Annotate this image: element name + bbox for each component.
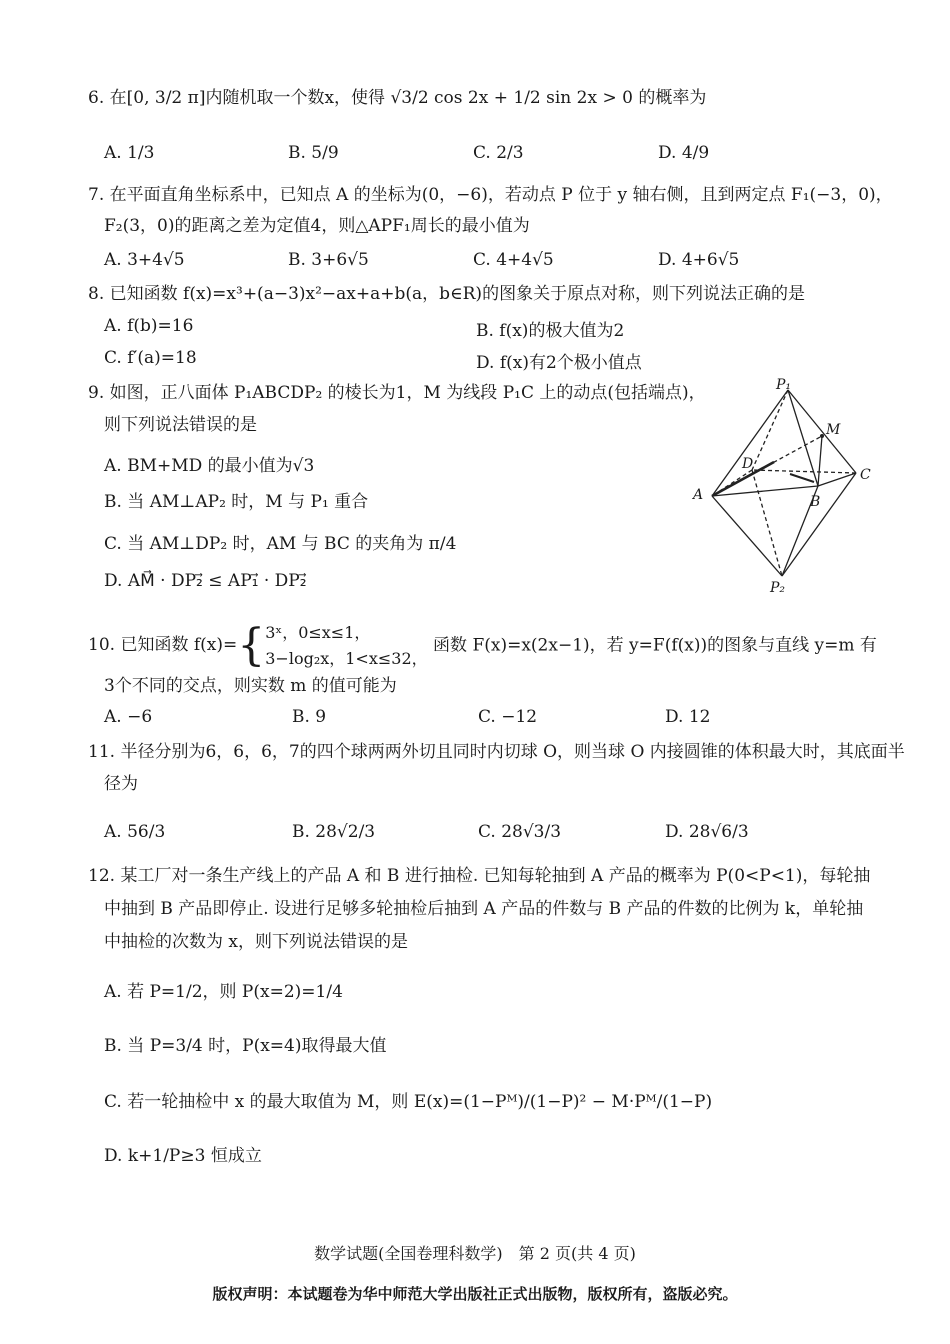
q12-stem-line2: 中抽到 B 产品即停止. 设进行足够多轮抽检后抽到 A 产品的件数与 B 产品的件数的比例为 k，单轮抽: [104, 899, 864, 919]
q11-option-d: D. 28√6/3: [665, 822, 749, 842]
q9-option-b: B. 当 AM⊥AP₂ 时，M 与 P₁ 重合: [104, 492, 369, 512]
label-a: A: [693, 487, 704, 503]
q10-option-d: D. 12: [665, 707, 711, 727]
q8-stem: 8. 已知函数 f(x)=x³+(a−3)x²−ax+a+b(a，b∈R)的图象关于原点对称，则下列说法正确的是: [88, 284, 806, 304]
edge-c-d: [752, 470, 856, 473]
bold-stroke-2: [790, 474, 814, 482]
q9-option-c: C. 当 AM⊥DP₂ 时，AM 与 BC 的夹角为 π/4: [104, 534, 457, 554]
q7-option-a: A. 3+4√5: [104, 250, 185, 270]
q11-option-b: B. 28√2/3: [292, 822, 376, 842]
q8-option-d: D. f(x)有2个极小值点: [476, 353, 642, 373]
label-p1: P₁: [776, 378, 792, 393]
q12-option-b: B. 当 P=3/4 时，P(x=4)取得最大值: [104, 1036, 387, 1056]
q12-option-a: A. 若 P=1/2，则 P(x=2)=1/4: [104, 982, 343, 1002]
q9-option-d: D. AM⃗ · DP₂⃗ ≤ AP₁⃗ · DP₂⃗: [104, 571, 307, 591]
q8-option-c: C. f′(a)=18: [104, 348, 197, 368]
edge-p1-a: [712, 390, 788, 496]
q10-brace: {: [237, 619, 266, 671]
label-m: M: [826, 422, 841, 438]
q9-stem-line1: 9. 如图，正八面体 P₁ABCDP₂ 的棱长为1，M 为线段 P₁C 上的动点(包括端点)，: [88, 383, 706, 403]
q7-stem-line1: 7. 在平面直角坐标系中，已知点 A 的坐标为(0，−6)，若动点 P 位于 y 轴右侧，且到两定点 F₁(−3，0)，: [88, 185, 893, 205]
q10-option-c: C. −12: [478, 707, 538, 727]
copyright-notice: 版权声明：本试题卷为华中师范大学出版社正式出版物，版权所有，盗版必究。: [212, 1285, 738, 1303]
q11-stem-line2: 径为: [104, 774, 138, 794]
point-m: [820, 434, 824, 438]
q10-case2: 3−log₂x，1<x≤32，: [265, 648, 428, 668]
edge-b-c: [818, 473, 856, 486]
q7-option-d: D. 4+6√5: [658, 250, 740, 270]
edge-p1-c: [788, 390, 856, 473]
label-b: B: [810, 494, 821, 510]
page-footer-title: 数学试题(全国卷理科数学) 第 2 页(共 4 页): [314, 1244, 636, 1263]
q6-option-d: D. 4/9: [658, 143, 710, 163]
q6-option-a: A. 1/3: [104, 143, 155, 163]
q12-option-d: D. k+1/P≥3 恒成立: [104, 1146, 262, 1166]
q7-option-b: B. 3+6√5: [288, 250, 369, 270]
q10-stem-line2: 3个不同的交点，则实数 m 的值可能为: [104, 676, 397, 696]
q8-option-b: B. f(x)的极大值为2: [476, 321, 625, 341]
q12-option-c: C. 若一轮抽检中 x 的最大取值为 M，则 E(x)=(1−Pᴹ)/(1−P)² − M·Pᴹ/(1−P): [104, 1092, 713, 1112]
label-d: D: [742, 456, 754, 472]
label-c: C: [860, 467, 871, 483]
edge-a-p2: [712, 496, 782, 576]
q9-stem-line2: 则下列说法错误的是: [104, 415, 257, 435]
q8-option-a: A. f(b)=16: [104, 316, 194, 336]
q9-option-a: A. BM+MD 的最小值为√3: [104, 456, 315, 476]
q11-option-a: A. 56/3: [104, 822, 166, 842]
edge-d-p2: [752, 470, 782, 576]
q12-stem-line3: 中抽检的次数为 x，则下列说法错误的是: [104, 932, 408, 952]
q11-stem-line1: 11. 半径分别为6，6，6，7的四个球两两外切且同时内切球 O，则当球 O 内接圆锥的体积最大时，其底面半: [88, 742, 905, 762]
q10-option-b: B. 9: [292, 707, 327, 727]
q10-option-a: A. −6: [104, 707, 153, 727]
q10-stem-line1: [88, 620, 877, 671]
segment-b-m: [818, 436, 822, 486]
q12-stem-line1: 12. 某工厂对一条生产线上的产品 A 和 B 进行抽检. 已知每轮抽到 A 产品的概率为 P(0<P<1)，每轮抽: [88, 866, 871, 886]
q10-lead: 10. 已知函数 f(x)=: [88, 635, 238, 656]
label-p2: P₂: [770, 580, 786, 596]
q10-tail: 函数 F(x)=x(2x−1)，若 y=F(f(x))的图象与直线 y=m 有: [433, 635, 877, 656]
q7-stem-line2: F₂(3，0)的距离之差为定值4，则△APF₁周长的最小值为: [104, 216, 530, 236]
q6-option-b: B. 5/9: [288, 143, 339, 163]
q11-option-c: C. 28√3/3: [478, 822, 562, 842]
q6-stem: 6. 在[0, 3/2 π]内随机取一个数x，使得 √3/2 cos 2x + 1/2 sin 2x > 0 的概率为: [88, 88, 707, 108]
q10-case1: 3ˣ，0≤x≤1，: [265, 623, 371, 642]
q6-option-c: C. 2/3: [473, 143, 524, 163]
octahedron-figure: [690, 378, 890, 600]
q10-piecewise: [265, 620, 427, 671]
q7-option-c: C. 4+4√5: [473, 250, 554, 270]
